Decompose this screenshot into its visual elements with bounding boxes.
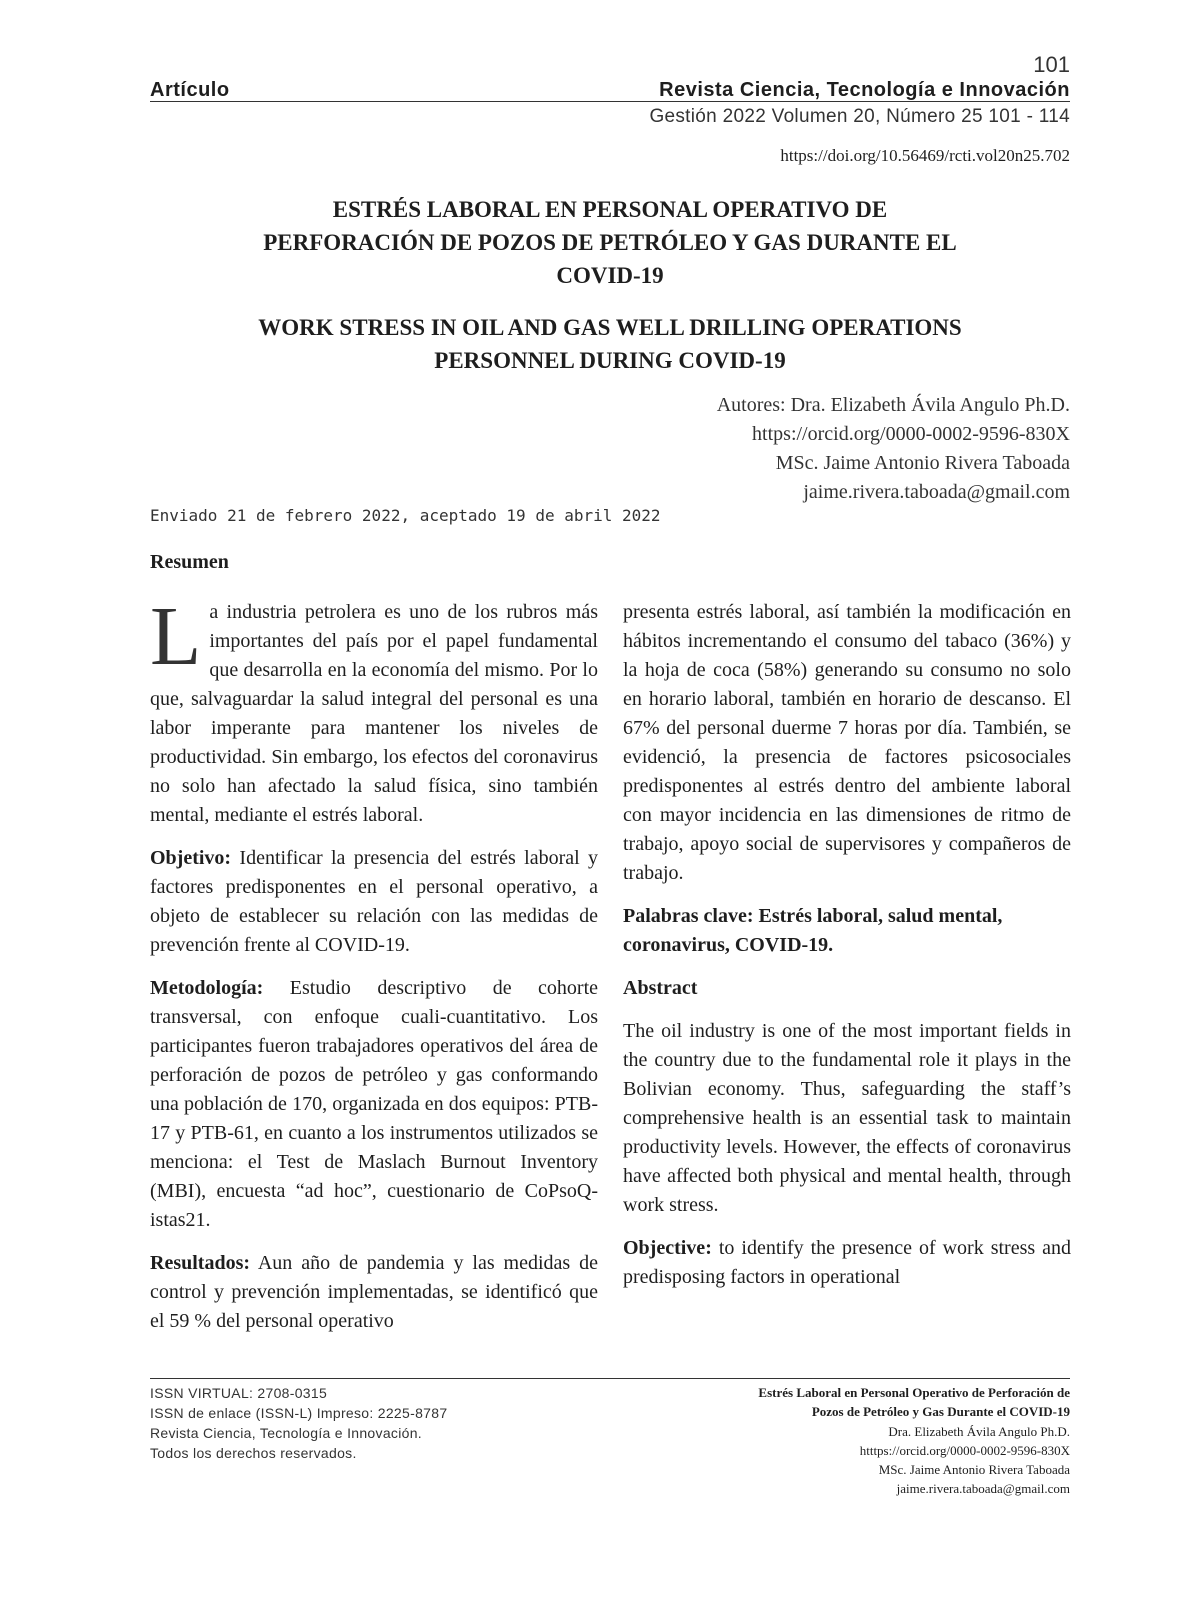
orcid-link[interactable]: https://orcid.org/0000-0002-9596-830X <box>752 423 1070 445</box>
section-label: Artículo <box>150 79 230 101</box>
author-email[interactable]: jaime.rivera.taboada@gmail.com <box>803 481 1070 503</box>
issue-info: Gestión 2022 Volumen 20, Número 25 101 - 114 <box>649 106 1070 127</box>
rights-notice: Todos los derechos reservados. <box>150 1445 357 1461</box>
doi-link[interactable]: https://doi.org/10.56469/rcti.vol20n25.702 <box>780 146 1070 165</box>
footer-email[interactable]: jaime.rivera.taboada@gmail.com <box>896 1481 1070 1496</box>
title-english-line: PERSONNEL DURING COVID-19 <box>434 348 786 373</box>
coauthor-name: MSc. Jaime Antonio Rivera Taboada <box>775 452 1070 474</box>
title-english-line: WORK STRESS IN OIL AND GAS WELL DRILLING OPERATIONS <box>258 315 962 340</box>
objetivo-text: Identificar la presencia del estrés laboral y factores predisponentes en el personal operativo, a objeto de establecer su relación con las medidas de prevención frente al COVID-19. <box>150 847 598 956</box>
right-column <box>623 598 1071 1306</box>
resultados-paragraph <box>150 1249 598 1336</box>
title-spanish-line: PERFORACIÓN DE POZOS DE PETRÓLEO Y GAS DURANTE EL <box>263 230 957 255</box>
resultados-label: Resultados: <box>150 1252 251 1274</box>
abstract-heading: Abstract <box>623 977 698 999</box>
issn-virtual: ISSN VIRTUAL: 2708-0315 <box>150 1385 328 1401</box>
objective-text: to identify the presence of work stress and predisposing factors in operational <box>623 1237 1071 1288</box>
journal-name: Revista Ciencia, Tecnología e Innovación <box>659 79 1070 101</box>
resumen-intro-text: a industria petrolera es uno de los rubros más importantes del país por el papel fundamental que desarrolla en la economía del mismo. Por lo que, salvaguardar la salud integral del personal es una labor imperante para mantener los niveles de productividad. Sin embargo, los efectos del coronavirus no solo han afectado la salud física, sino también mental, mediante el estrés laboral. <box>150 601 598 826</box>
objetivo-paragraph <box>150 844 598 960</box>
title-spanish-line: COVID-19 <box>556 263 664 288</box>
metodologia-label: Metodología: <box>150 977 264 999</box>
resumen-heading: Resumen <box>150 551 229 573</box>
drop-cap: L <box>150 590 202 683</box>
resultados-continued: presenta estrés laboral, así también la modificación en hábitos incrementando el consumo del tabaco (36%) y la hoja de coca (58%) generando su consumo no solo en horario laboral, también en horario de descanso. El 67% del personal duerme 7 horas por día. También, se evidenció, la presencia de factores psicosociales predisponentes al estrés dentro del ambiente laboral con mayor incidencia en las dimensiones de ritmo de trabajo, apoyo social de supervisores y compañeros de trabajo. <box>623 601 1071 884</box>
objetivo-label: Objetivo: <box>150 847 232 869</box>
title-spanish-line: ESTRÉS LABORAL EN PERSONAL OPERATIVO DE <box>332 197 888 222</box>
title-spanish <box>150 193 1070 292</box>
objective-paragraph <box>623 1234 1071 1292</box>
footer-article-title: Estrés Laboral en Personal Operativo de Perforación de <box>758 1385 1070 1400</box>
left-column <box>150 590 598 1350</box>
authors-line: Autores: Dra. Elizabeth Ávila Angulo Ph.D. <box>716 394 1070 416</box>
resumen-intro <box>150 590 598 830</box>
submission-dates: Enviado 21 de febrero 2022, aceptado 19 de abril 2022 <box>150 506 661 525</box>
metodologia-paragraph <box>150 974 598 1235</box>
resultados-text: Aun año de pandemia y las medidas de control y prevención implementadas, se identificó que el 59 % del personal operativo <box>150 1252 598 1332</box>
footer-divider <box>150 1378 1070 1379</box>
keywords: Palabras clave: Estrés laboral, salud mental, coronavirus, COVID-19. <box>623 905 1003 956</box>
issn-print: ISSN de enlace (ISSN-L) Impreso: 2225-8787 <box>150 1405 448 1421</box>
objective-label: Objective: <box>623 1237 712 1259</box>
abstract-intro: The oil industry is one of the most important fields in the country due to the fundamental role it plays in the Bolivian economy. Thus, safeguarding the staff’s comprehensive health is an essential task to maintain productivity levels. However, the effects of coronavirus have affected both physical and mental health, through work stress. <box>623 1020 1071 1216</box>
footer-author: Dra. Elizabeth Ávila Angulo Ph.D. <box>888 1424 1070 1439</box>
page-number: 101 <box>1033 52 1070 77</box>
footer-article-title: Pozos de Petróleo y Gas Durante el COVID-19 <box>811 1404 1070 1419</box>
footer-orcid-link[interactable]: htttps://orcid.org/0000-0002-9596-830X <box>859 1443 1070 1458</box>
footer-coauthor: MSc. Jaime Antonio Rivera Taboada <box>878 1462 1070 1477</box>
header-divider <box>150 101 1070 102</box>
journal-footer: Revista Ciencia, Tecnología e Innovación. <box>150 1425 422 1441</box>
metodologia-text: Estudio descriptivo de cohorte transversal, con enfoque cuali-cuantitativo. Los participantes fueron trabajadores operativos del área de perforación de pozos de petróleo y gas conformando una población de 170, organizada en dos equipos: PTB-17 y PTB-61, en cuanto a los instrumentos utilizados se menciona: el Test de Maslach Burnout Inventory (MBI), encuesta “ad hoc”, cuestionario de CoPsoQ-istas21. <box>150 977 598 1231</box>
title-english <box>150 311 1070 377</box>
